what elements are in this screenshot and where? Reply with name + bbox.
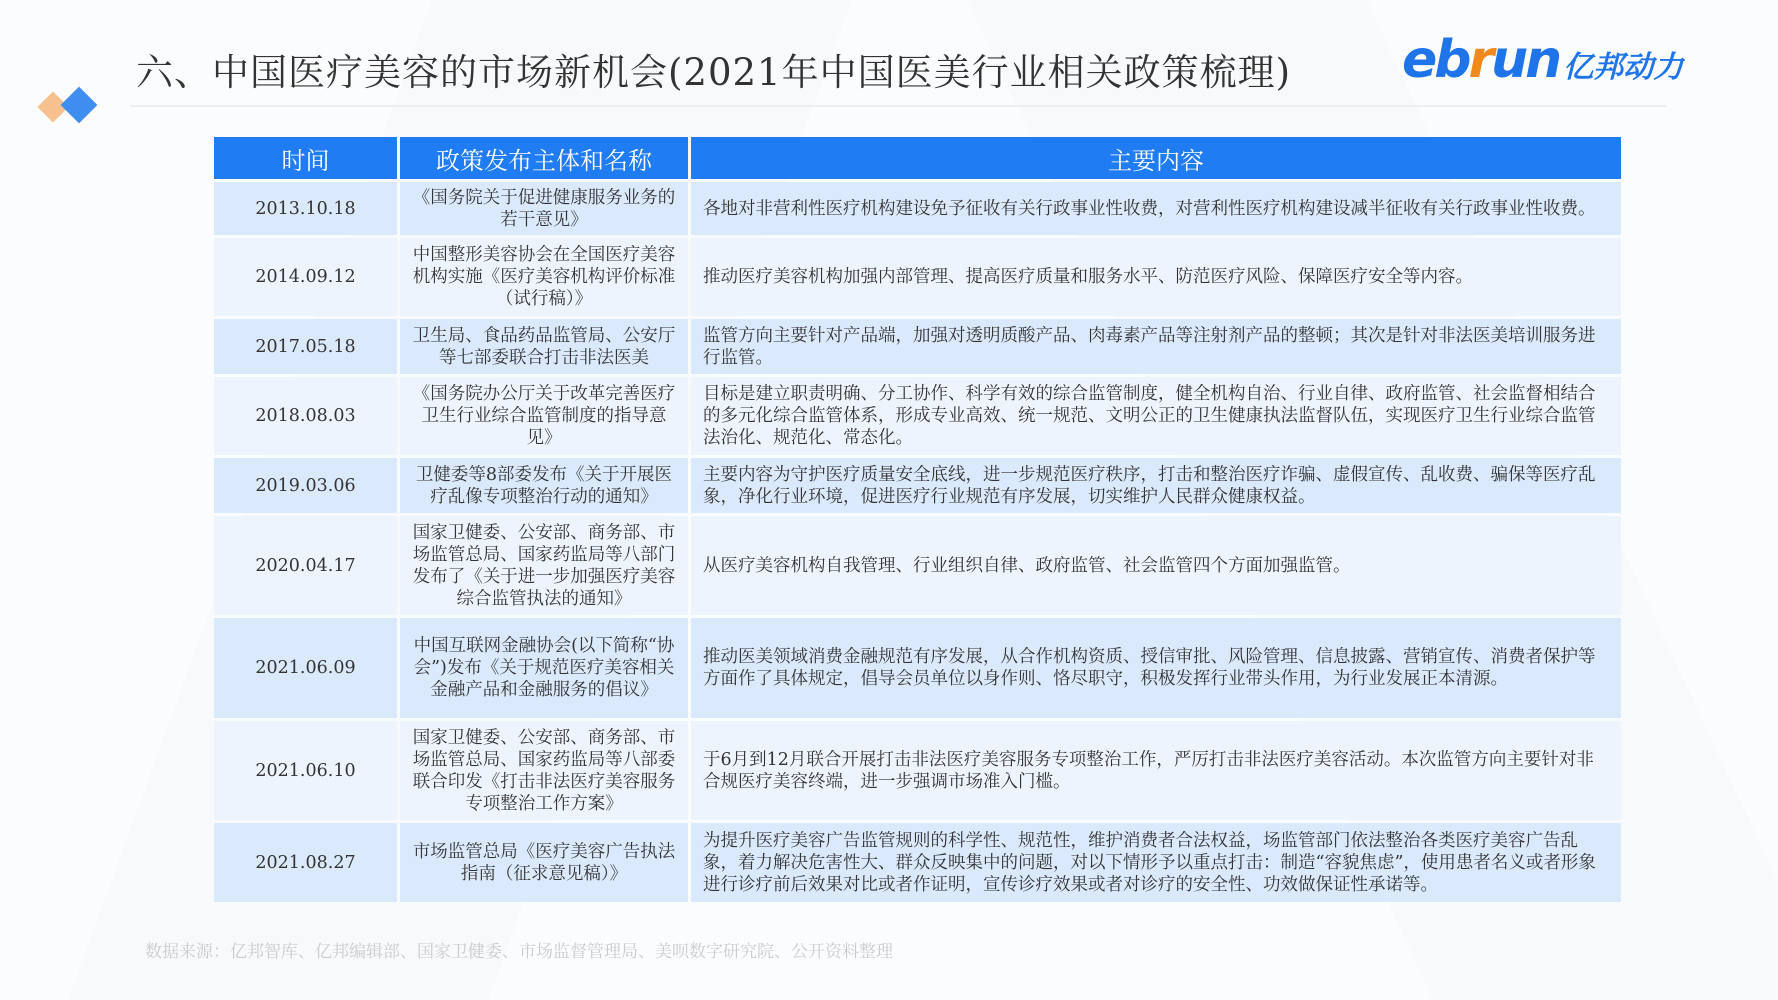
date-cell: 2018.08.03 xyxy=(214,377,397,455)
table-row xyxy=(214,721,1621,820)
diamond-blue-icon xyxy=(61,87,98,124)
table-row xyxy=(214,823,1621,902)
date-cell: 2021.06.10 xyxy=(214,721,397,820)
date-cell: 2021.06.09 xyxy=(214,618,397,718)
column-header-org: 政策发布主体和名称 xyxy=(400,137,688,179)
org-cell: 卫生局、食品药品监管局、公安厅等七部委联合打击非法医美 xyxy=(400,319,688,374)
content-cell: 推动医美领域消费金融规范有序发展，从合作机构资质、授信审批、风险管理、信息披露、营销宣传、消费者保护等方面作了具体规定，倡导会员单位以身作则、恪尽职守，积极发挥行业带头作用，为行业发展正本清源。 xyxy=(691,618,1621,718)
column-header-content: 主要内容 xyxy=(691,137,1621,179)
content-cell: 于6月到12月联合开展打击非法医疗美容服务专项整治工作，严厉打击非法医疗美容活动。本次监管方向主要针对非合规医疗美容终端，进一步强调市场准入门槛。 xyxy=(691,721,1621,820)
content-cell: 目标是建立职责明确、分工协作、科学有效的综合监管制度，健全机构自治、行业自律、政府监管、社会监督相结合的多元化综合监管体系，形成专业高效、统一规范、文明公正的卫生健康执法监督队伍，实现医疗卫生行业综合监管法治化、规范化、常态化。 xyxy=(691,377,1621,455)
date-cell: 2019.03.06 xyxy=(214,458,397,513)
content-cell: 各地对非营利性医疗机构建设免予征收有关行政事业性收费，对营利性医疗机构建设减半征收有关行政事业性收费。 xyxy=(691,182,1621,235)
content-cell: 监管方向主要针对产品端，加强对透明质酸产品、肉毒素产品等注射剂产品的整顿；其次是针对非法医美培训服务进行监管。 xyxy=(691,319,1621,374)
table-row xyxy=(214,458,1621,513)
org-cell: 《国务院关于促进健康服务业务的若干意见》 xyxy=(400,182,688,235)
data-source-note: 数据来源：亿邦智库、亿邦编辑部、国家卫健委、市场监督管理局、美呗数字研究院、公开资料整理 xyxy=(145,942,893,962)
policy-table xyxy=(211,134,1624,905)
date-cell: 2020.04.17 xyxy=(214,516,397,615)
ebrun-logo: ebrun 亿邦动力 xyxy=(1402,30,1684,90)
table-row xyxy=(214,238,1621,316)
content-cell: 从医疗美容机构自我管理、行业组织自律、政府监管、社会监管四个方面加强监管。 xyxy=(691,516,1621,615)
date-cell: 2014.09.12 xyxy=(214,238,397,316)
table-row xyxy=(214,319,1621,374)
org-cell: 市场监管总局《医疗美容广告执法指南（征求意见稿）》 xyxy=(400,823,688,902)
column-header-date: 时间 xyxy=(214,137,397,179)
date-cell: 2017.05.18 xyxy=(214,319,397,374)
org-cell: 中国整形美容协会在全国医疗美容机构实施《医疗美容机构评价标准（试行稿）》 xyxy=(400,238,688,316)
date-cell: 2013.10.18 xyxy=(214,182,397,235)
table-row xyxy=(214,377,1621,455)
org-cell: 国家卫健委、公安部、商务部、市场监管总局、国家药监局等八部委联合印发《打击非法医疗美容服务专项整治工作方案》 xyxy=(400,721,688,820)
table-header-row xyxy=(214,137,1621,179)
title-divider xyxy=(130,105,1667,107)
page-title: 六、中国医疗美容的市场新机会(2021年中国医美行业相关政策梳理) xyxy=(136,51,1292,94)
table-row xyxy=(214,182,1621,235)
table-row xyxy=(214,618,1621,718)
org-cell: 《国务院办公厅关于改革完善医疗卫生行业综合监管制度的指导意见》 xyxy=(400,377,688,455)
content-cell: 推动医疗美容机构加强内部管理、提高医疗质量和服务水平、防范医疗风险、保障医疗安全等内容。 xyxy=(691,238,1621,316)
org-cell: 国家卫健委、公安部、商务部、市场监管总局、国家药监局等八部门发布了《关于进一步加强医疗美容综合监管执法的通知》 xyxy=(400,516,688,615)
content-cell: 为提升医疗美容广告监管规则的科学性、规范性，维护消费者合法权益，场监管部门依法整治各类医疗美容广告乱象，着力解决危害性大、群众反映集中的问题，对以下情形予以重点打击：制造“容貌焦虑”，使用患者名义或者形象进行诊疗前后效果对比或者作证明，宣传诊疗效果或者对诊疗的安全性、功效做保证性承诺等。 xyxy=(691,823,1621,902)
table-row xyxy=(214,516,1621,615)
date-cell: 2021.08.27 xyxy=(214,823,397,902)
org-cell: 中国互联网金融协会(以下简称“协会”)发布《关于规范医疗美容相关金融产品和金融服务的倡议》 xyxy=(400,618,688,718)
content-cell: 主要内容为守护医疗质量安全底线，进一步规范医疗秩序，打击和整治医疗诈骗、虚假宣传、乱收费、骗保等医疗乱象，净化行业环境，促进医疗行业规范有序发展，切实维护人民群众健康权益。 xyxy=(691,458,1621,513)
org-cell: 卫健委等8部委发布《关于开展医疗乱像专项整治行动的通知》 xyxy=(400,458,688,513)
